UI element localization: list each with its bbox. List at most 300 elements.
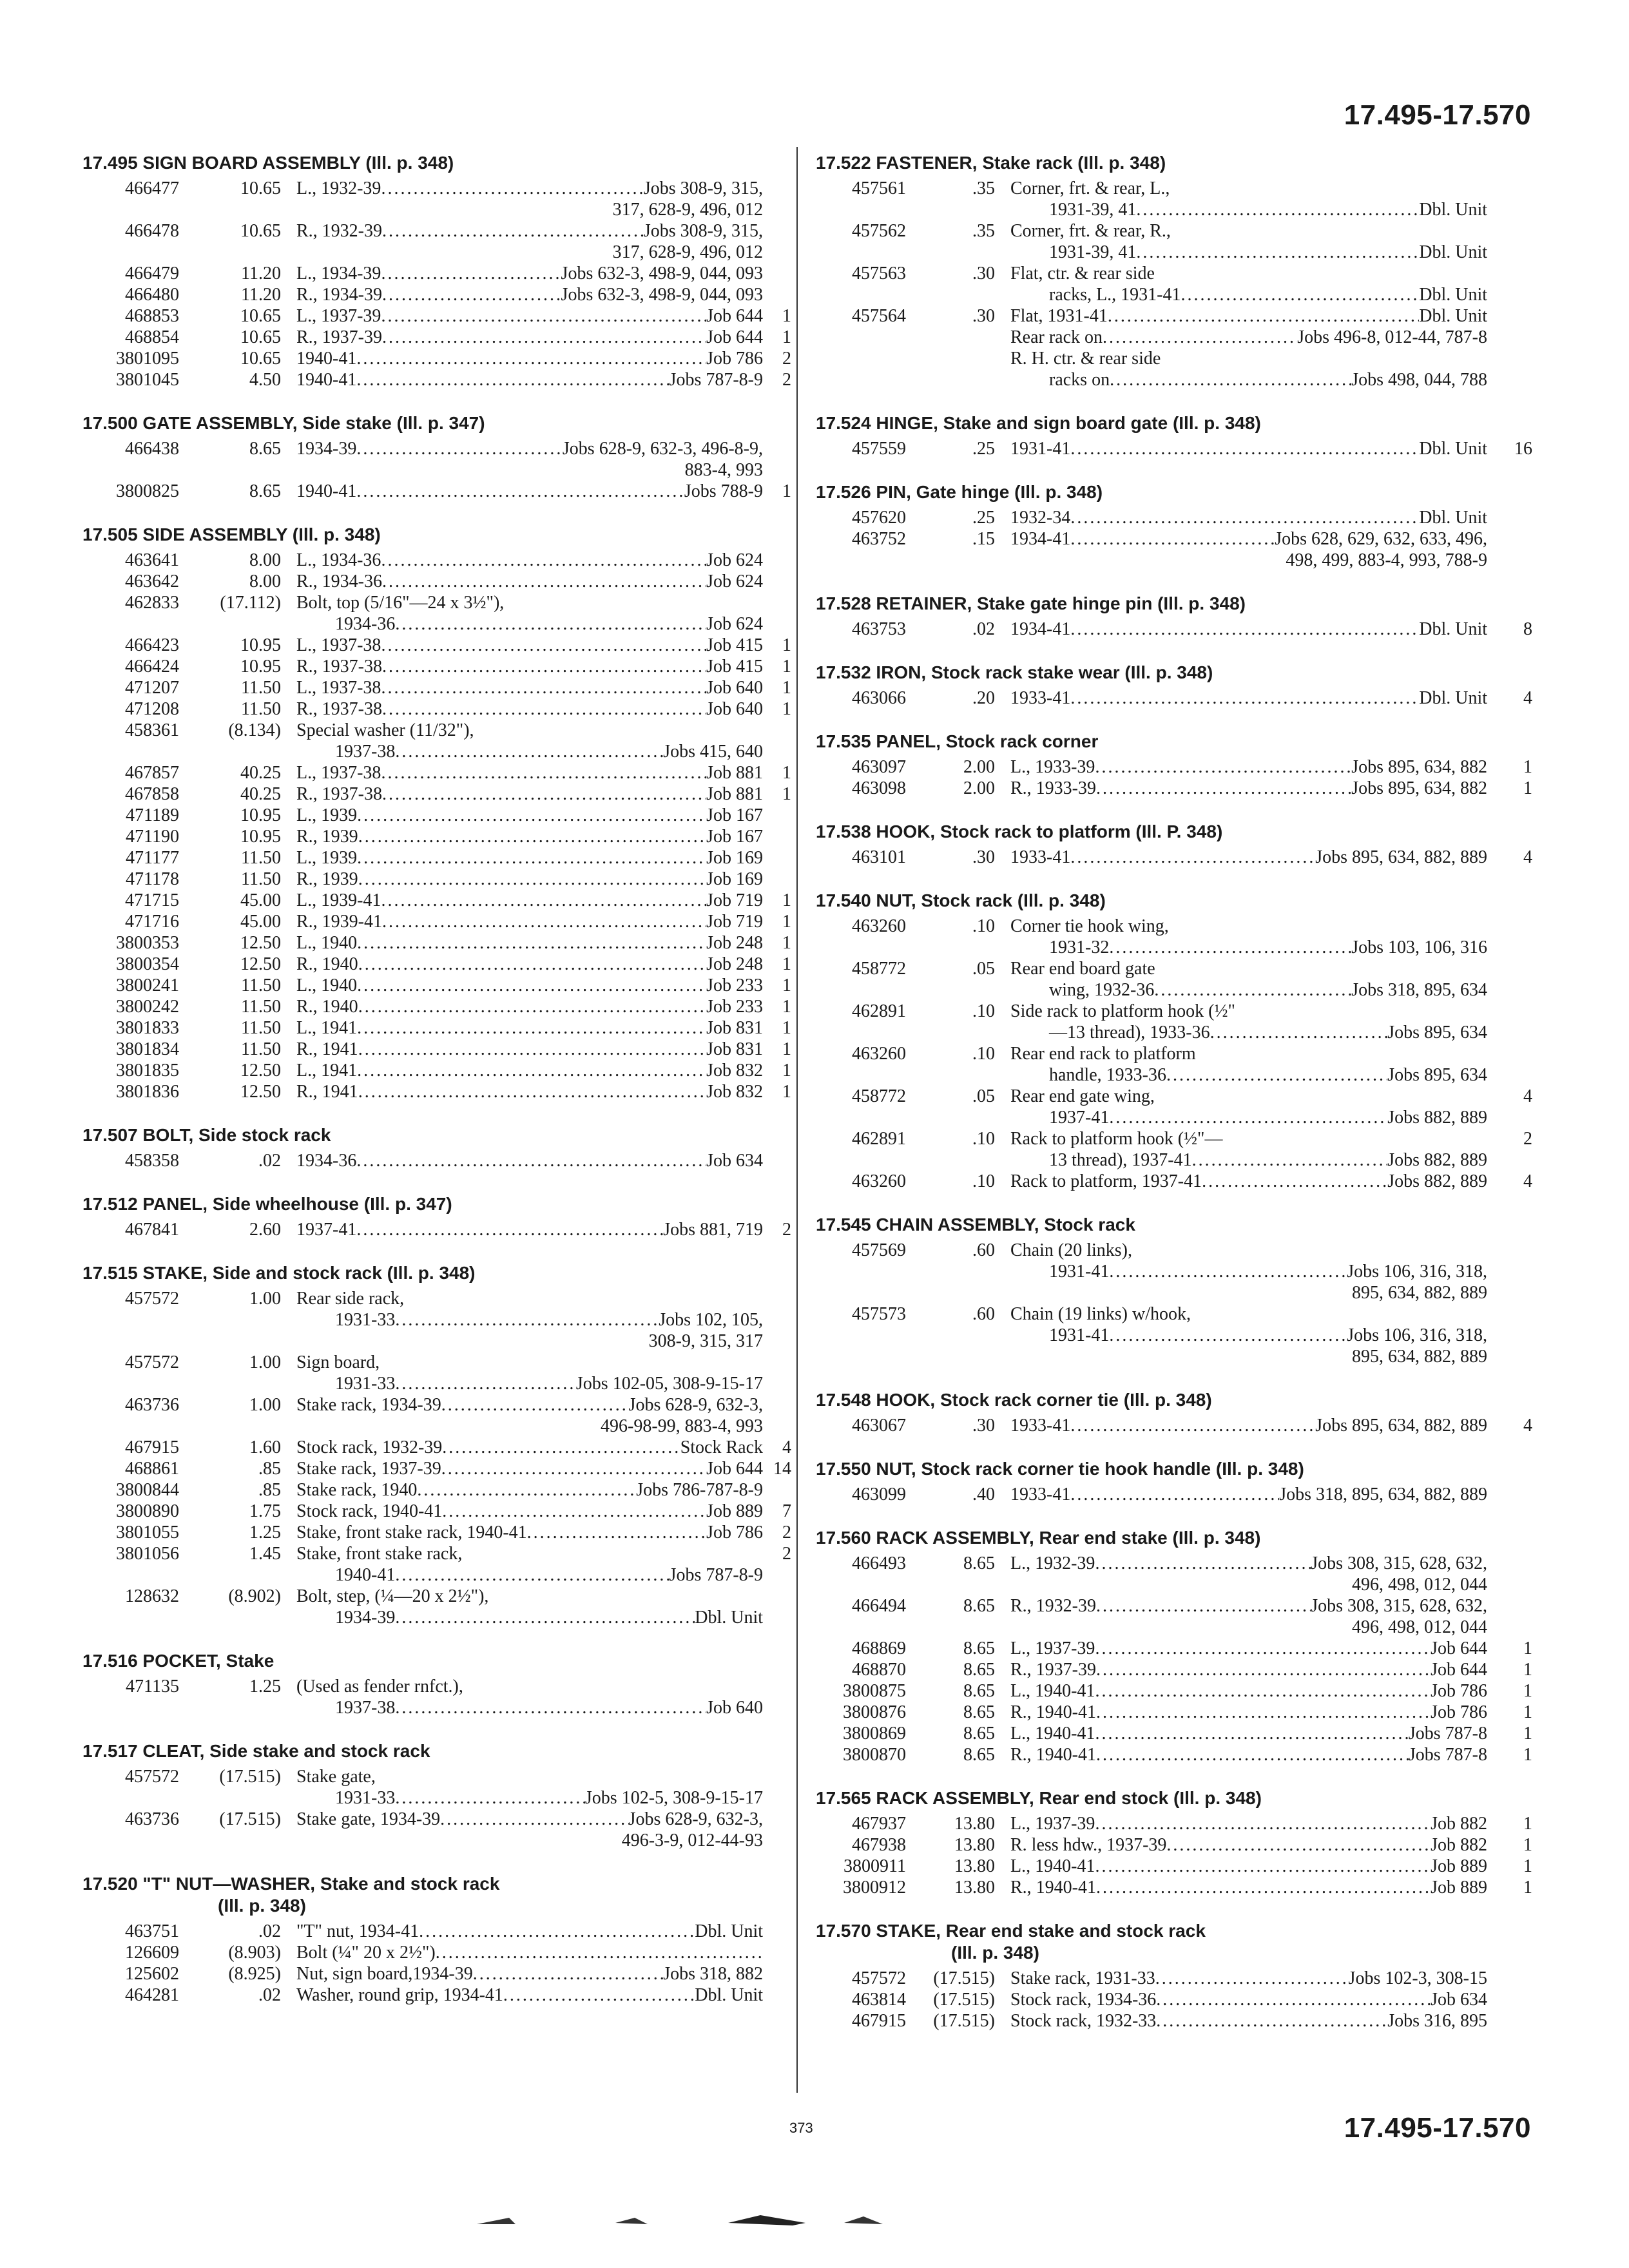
part-description [281,1543,763,1586]
part-description [281,481,763,502]
part-quantity: 1 [782,997,791,1017]
part-quantity: 1 [1523,1639,1532,1658]
description-text: Rack to platform hook (½"— [1010,1129,1223,1149]
part-quantity [1487,528,1532,571]
part-number: 463099 [852,1485,906,1504]
description-line [296,1564,763,1586]
part-quantity: 14 [773,1459,791,1479]
description-jobs: Job 248 [706,933,763,953]
part-description [995,756,1487,778]
dot-leader [1109,1107,1387,1128]
description-jobs: Job 624 [706,550,763,570]
dot-leader [473,1963,663,1984]
part-price: 11.20 [241,285,281,305]
part-number: 125602 [125,1964,179,1984]
part-number: 462891 [852,1129,906,1149]
part-price: 8.65 [963,1660,995,1680]
part-row [82,1543,791,1586]
part-price: 11.50 [241,869,281,889]
part-description [281,762,763,783]
part-quantity: 1 [782,699,791,719]
dot-leader [1095,1856,1431,1877]
description-line [296,220,763,242]
part-row [816,1877,1532,1898]
part-row [82,635,791,656]
description-continuation: 496-3-9, 012-44-93 [621,1831,763,1850]
description-application: R., 1937-39 [296,327,382,347]
part-quantity [1487,958,1532,1001]
part-row [816,178,1532,220]
description-jobs: Job 882 [1431,1835,1487,1855]
description-line [1010,1325,1487,1346]
part-number: 3800241 [116,975,179,995]
description-jobs: Dbl. Unit [1419,508,1487,528]
dot-leader [1110,369,1351,390]
part-quantity: 16 [1514,439,1532,459]
part-number: 471208 [125,699,179,719]
part-description [281,783,763,805]
description-application: 1940-41 [296,349,357,369]
catalog-section [816,662,1532,709]
part-price: 12.50 [240,1082,281,1102]
part-price: 1.45 [249,1544,281,1564]
description-application: L., 1940-41 [1010,1681,1095,1701]
part-price: (8.925) [228,1964,281,1984]
dot-leader [1096,1744,1409,1765]
description-application: Rack to platform, 1937-41 [1010,1171,1202,1191]
dot-leader [357,1017,706,1039]
part-quantity [763,220,791,263]
description-line [1010,1744,1487,1765]
part-quantity: 1 [782,678,791,698]
dot-leader [356,348,706,369]
description-jobs: Dbl. Unit [1419,619,1487,639]
part-row [816,1001,1532,1043]
description-line [1010,1107,1487,1128]
part-description [995,958,1487,1001]
part-row [816,1744,1532,1765]
part-number: 3800870 [843,1745,906,1765]
part-number: 463066 [852,688,906,708]
dot-leader [1166,1834,1431,1856]
part-number: 457573 [852,1304,906,1324]
catalog-section [816,481,1532,571]
dot-leader [356,1219,663,1240]
catalog-section [816,731,1532,799]
part-price: 10.95 [240,827,281,847]
part-description [995,438,1487,459]
catalog-section [816,1214,1532,1367]
part-row [816,1553,1532,1595]
part-quantity [1487,263,1532,305]
description-application: Stake rack, 1934-39 [296,1395,441,1415]
dot-leader [1096,1877,1431,1898]
dot-leader [1181,284,1420,305]
part-number: 466423 [125,635,179,655]
part-price: 10.65 [240,178,281,198]
part-row [816,220,1532,263]
catalog-section [816,1458,1532,1505]
description-line [296,1458,763,1479]
description-line [296,677,763,698]
description-line [296,826,763,847]
description-continuation: 317, 628-9, 496, 012 [612,200,763,220]
description-continuation: 496, 498, 012, 044 [1352,1575,1487,1595]
description-jobs: Jobs 628-9, 632-3, 496-8-9, [562,439,763,459]
dot-leader [382,571,706,592]
part-price: .15 [972,529,995,549]
description-jobs: Job 786 [706,1523,763,1542]
part-description [281,847,763,869]
description-jobs: Jobs 788-9 [684,481,763,501]
part-description [281,348,763,369]
description-continuation: 317, 628-9, 496, 012 [612,242,763,262]
description-jobs: Job 644 [706,1459,763,1479]
description-application: 1940-41 [296,481,357,501]
section-title-text: 17.526 PIN, Gate hinge (Ill. p. 348) [816,482,1103,502]
description-jobs: Dbl. Unit [1419,306,1487,326]
description-application: handle, 1933-36 [1049,1065,1166,1085]
dot-leader [1154,979,1351,1001]
description-text: Corner tie hook wing, [1010,916,1169,936]
part-number: 467857 [125,763,179,783]
section-title [816,731,1532,753]
part-description [995,507,1487,528]
part-description [995,1856,1487,1877]
part-quantity: 1 [1523,1681,1532,1701]
part-row [816,1043,1532,1086]
description-jobs: Jobs 106, 316, 318, [1347,1325,1487,1345]
section-title [82,412,791,434]
section-title-text: 17.520 "T" NUT—WASHER, Stake and stock rack [82,1874,500,1894]
description-application: L., 1937-39 [1010,1639,1095,1658]
part-price: 2.60 [249,1220,281,1240]
description-application: R., 1932-39 [1010,1596,1096,1616]
dot-leader [1095,1680,1431,1702]
description-text: Corner, frt. & rear, R., [1010,221,1171,241]
part-price: 1.25 [249,1523,281,1542]
description-jobs: Job 624 [706,572,763,591]
description-text: Chain (20 links), [1010,1240,1132,1260]
section-title-text: 17.512 PANEL, Side wheelhouse (Ill. p. 347) [82,1194,452,1214]
description-line [296,890,763,911]
description-application: R., 1934-39 [296,285,382,305]
part-row [82,996,791,1017]
section-title [816,1458,1532,1480]
description-jobs: Job 624 [706,614,763,634]
description-jobs: Stock Rack [680,1437,763,1457]
part-price: 11.50 [241,699,281,719]
part-row [816,1723,1532,1744]
scan-artifact-marks [0,2209,1629,2234]
part-price: .05 [972,1086,995,1106]
part-quantity: 1 [782,1018,791,1038]
part-row [82,1963,791,1984]
part-number: 3801095 [116,349,179,369]
part-quantity: 1 [1523,1878,1532,1898]
dot-leader [356,369,669,390]
description-continuation: 895, 634, 882, 889 [1352,1283,1487,1303]
description-line [296,571,763,592]
part-description [281,369,763,390]
description-line [296,1150,763,1171]
part-number: 457559 [852,439,906,459]
part-price: 45.00 [240,912,281,932]
description-line [296,348,763,369]
part-description [281,1394,763,1437]
part-row [816,958,1532,1001]
section-title [82,524,791,546]
part-description [281,327,763,348]
part-price: (17.515) [933,2011,995,2031]
dot-leader [1095,1723,1408,1744]
description-line [1010,1149,1487,1171]
part-description [995,1043,1487,1086]
part-number: 468870 [852,1660,906,1680]
part-row [816,1086,1532,1128]
description-application: 13 thread), 1937-41 [1049,1150,1192,1170]
part-quantity [763,720,791,762]
part-description [995,1744,1487,1765]
left-column [82,152,791,2028]
part-price: 13.80 [954,1835,995,1855]
description-line [1010,369,1487,390]
part-description [281,677,763,698]
part-description [281,1479,763,1501]
description-jobs: Job 889 [1431,1878,1487,1898]
description-jobs: Jobs 786-787-8-9 [636,1480,763,1500]
section-title [82,1740,791,1762]
part-description [281,698,763,720]
section-title [82,1873,791,1917]
dot-leader [442,1501,706,1522]
description-application: —13 thread), 1933-36 [1049,1023,1210,1043]
section-title-text: 17.532 IRON, Stock rack stake wear (Ill. p. 348) [816,662,1213,682]
page-footer-range: 17.495-17.570 [1344,2112,1531,2144]
part-quantity [1487,916,1532,958]
part-row [816,619,1532,640]
description-line [1010,2010,1487,2032]
description-jobs: Job 644 [1431,1639,1487,1658]
dot-leader [1108,305,1419,327]
description-application: L., 1937-38 [296,763,381,783]
dot-leader [381,305,706,327]
dot-leader [1192,1149,1388,1171]
part-description [281,1081,763,1102]
description-jobs: Jobs 498, 044, 788 [1351,370,1487,390]
part-price: 1.00 [249,1395,281,1415]
description-line [296,762,763,783]
description-line [1010,619,1487,640]
part-number: 463067 [852,1416,906,1436]
part-row [82,1501,791,1522]
dot-leader [381,677,706,698]
part-description [281,220,763,263]
description-jobs: Jobs 102-5, 308-9-15-17 [584,1788,763,1808]
description-line [296,1697,763,1718]
description-jobs: Jobs 882, 889 [1387,1108,1487,1128]
description-line [1010,937,1487,958]
description-line [296,1017,763,1039]
part-price: 8.00 [249,550,281,570]
part-row [82,911,791,932]
part-quantity [763,178,791,220]
dot-leader [358,996,706,1017]
description-continuation: 883-4, 993 [684,460,763,480]
part-number: 468854 [125,327,179,347]
description-line [296,1219,763,1240]
part-number: 471207 [125,678,179,698]
part-row [82,1039,791,1060]
part-price: .40 [972,1485,995,1504]
dot-leader [395,1564,669,1586]
description-jobs: Job 248 [706,954,763,974]
part-number: 457572 [125,1767,179,1787]
part-price: .85 [258,1459,281,1479]
part-description [281,720,763,762]
part-quantity [1487,1989,1532,2010]
description-application: racks, L., 1931-41 [1049,285,1181,305]
dot-leader [357,932,706,954]
part-price: (17.112) [220,593,281,613]
part-quantity: 2 [782,349,791,369]
dot-leader [1109,1261,1347,1282]
description-jobs: Jobs 787-8 [1408,1745,1487,1765]
part-quantity: 1 [1523,1835,1532,1855]
section-title-text: 17.500 GATE ASSEMBLY, Side stake (Ill. p. 347) [82,413,485,433]
part-row [816,507,1532,528]
part-price: .25 [972,439,995,459]
part-row [82,592,791,635]
part-quantity: 2 [782,370,791,390]
page-number: 373 [789,2120,813,2136]
description-line [1010,284,1487,305]
description-line [1010,1595,1487,1617]
part-quantity: 1 [1523,1702,1532,1722]
part-number: 463752 [852,529,906,549]
part-quantity: 1 [782,763,791,783]
part-description [281,1766,763,1809]
part-number: 466438 [125,439,179,459]
part-price: 13.80 [954,1814,995,1834]
part-price: .25 [972,508,995,528]
dot-leader [381,178,643,199]
part-description [995,1659,1487,1680]
part-row [82,1766,791,1809]
description-application: 1934-39 [335,1608,396,1628]
part-number: 471715 [125,890,179,910]
part-number: 3800354 [116,954,179,974]
part-description [995,1595,1487,1638]
part-price: .60 [972,1240,995,1260]
description-text: Sign board, [296,1352,380,1372]
part-price: 1.60 [249,1437,281,1457]
column-divider [796,147,798,2093]
part-row [816,2010,1532,2032]
part-price: .10 [972,916,995,936]
description-application: L., 1932-39 [296,178,381,198]
part-quantity: 1 [782,1061,791,1081]
part-description [995,1702,1487,1723]
description-application: R., 1934-36 [296,572,382,591]
part-price: 12.50 [240,933,281,953]
dot-leader [357,805,706,826]
description-jobs: Jobs 895, 634 [1387,1023,1487,1043]
description-line [296,1984,763,2006]
description-line [296,305,763,327]
part-row [82,550,791,571]
dot-leader [436,1942,763,1963]
description-jobs: Jobs 882, 889 [1387,1150,1487,1170]
description-line [296,975,763,996]
part-price: (8.134) [228,720,281,740]
description-jobs: Jobs 102-3, 308-15 [1348,1968,1487,1988]
dot-leader [395,1697,706,1718]
description-line [1010,1064,1487,1086]
part-row [82,1809,791,1851]
part-row [82,438,791,481]
part-number: 463814 [852,1990,906,2010]
part-row [82,1522,791,1543]
part-quantity [1487,507,1532,528]
part-price: 8.65 [963,1596,995,1616]
section-title [816,1787,1532,1809]
description-jobs: Job 832 [706,1082,763,1102]
description-line [1010,1877,1487,1898]
part-description [281,656,763,677]
description-line [296,369,763,390]
description-application: 1934-36 [335,614,396,634]
description-application: L., 1940 [296,975,358,995]
part-quantity: 1 [1523,1660,1532,1680]
description-application: R., 1937-38 [296,784,382,804]
part-row [82,1984,791,2006]
dot-leader [357,847,706,869]
description-jobs: Job 640 [706,699,763,719]
part-number: 3800242 [116,997,179,1017]
dot-leader [1070,528,1275,550]
part-row [82,1060,791,1081]
part-number: 467858 [125,784,179,804]
part-description [281,305,763,327]
description-jobs: Jobs 415, 640 [663,742,763,762]
description-application: Nut, sign board,1934-39 [296,1964,473,1984]
dot-leader [1156,1989,1431,2010]
description-jobs: Job 719 [706,890,763,910]
part-quantity: 4 [1523,847,1532,867]
part-row [82,954,791,975]
description-application: R., 1939 [296,869,358,889]
part-number: 462891 [852,1001,906,1021]
part-price: 11.50 [241,848,281,868]
part-number: 458772 [852,959,906,979]
section-title-text: 17.545 CHAIN ASSEMBLY, Stock rack [816,1215,1135,1235]
part-quantity [763,1809,791,1851]
description-jobs: Job 233 [706,997,763,1017]
dot-leader [395,1607,695,1628]
part-number: 467937 [852,1814,906,1834]
part-number: 3801045 [116,370,179,390]
part-description [281,954,763,975]
part-number: 463751 [125,1921,179,1941]
part-row [82,720,791,762]
part-row [82,1081,791,1102]
dot-leader [358,826,706,847]
part-description [995,1484,1487,1505]
part-row [816,1303,1532,1367]
part-price: 45.00 [240,890,281,910]
part-number: 457572 [125,1289,179,1309]
